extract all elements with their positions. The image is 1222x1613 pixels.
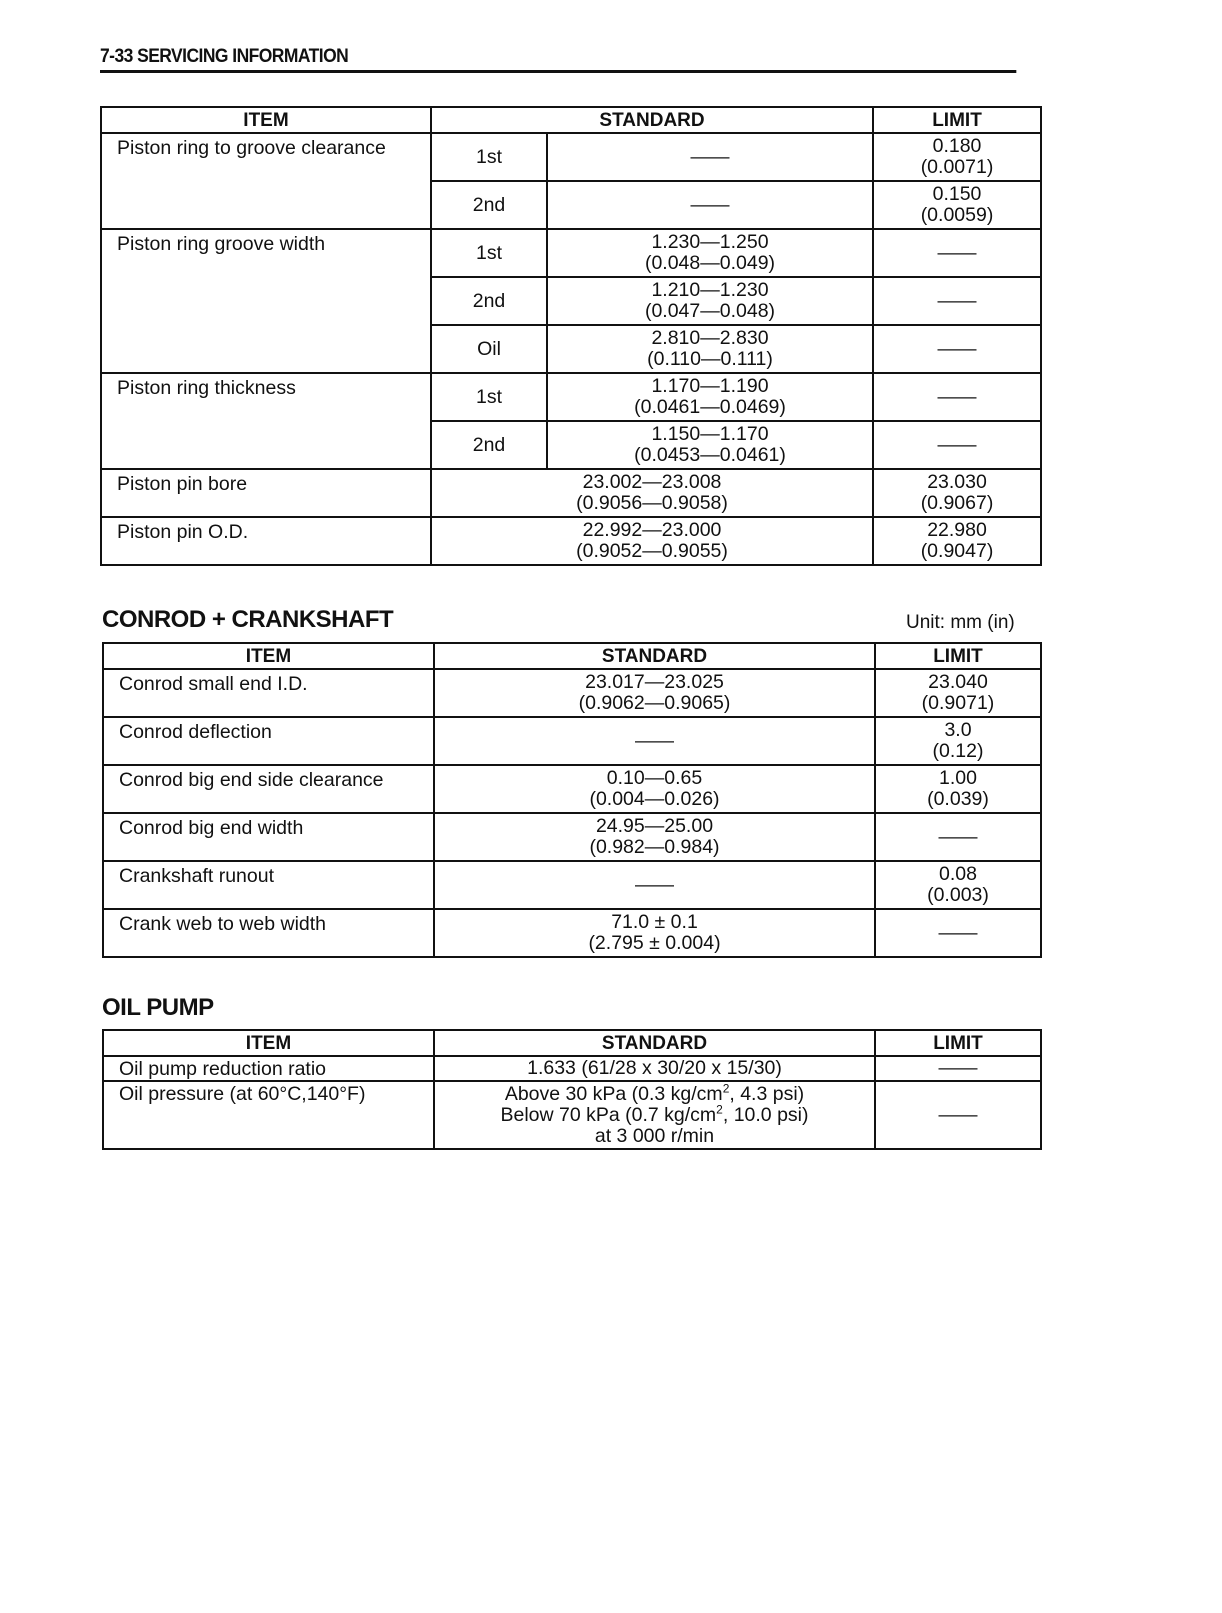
table-header-row: [103, 643, 1041, 669]
standard-cell: ——: [434, 861, 875, 909]
table-row: [103, 1056, 1041, 1081]
item-cell: Conrod deflection: [103, 717, 434, 765]
oil-pump-spec-table: [102, 1029, 1042, 1150]
standard-cell: ——: [434, 717, 875, 765]
limit-cell: ——: [875, 813, 1041, 861]
standard-cell: 23.002—23.008 (0.9056—0.9058): [431, 469, 873, 517]
table-row: [103, 1081, 1041, 1149]
item-cell: Piston ring groove width: [101, 229, 431, 373]
standard-cell: ——: [547, 181, 873, 229]
table-row: [103, 909, 1041, 957]
sub-cell: 1st: [431, 229, 547, 277]
sub-cell: 2nd: [431, 181, 547, 229]
sub-cell: Oil: [431, 325, 547, 373]
limit-cell: ——: [873, 421, 1041, 469]
limit-cell: 23.040 (0.9071): [875, 669, 1041, 717]
sub-cell: 2nd: [431, 421, 547, 469]
unit-label: Unit: mm (in): [906, 612, 1015, 633]
standard-cell: 23.017—23.025 (0.9062—0.9065): [434, 669, 875, 717]
item-cell: Piston ring to groove clearance: [101, 133, 431, 229]
standard-cell: 1.633 (61/28 x 30/20 x 15/30): [434, 1056, 875, 1081]
limit-cell: 22.980 (0.9047): [873, 517, 1041, 565]
limit-cell: 0.08 (0.003): [875, 861, 1041, 909]
piston-spec-table: [100, 106, 1042, 566]
item-cell: Piston pin O.D.: [101, 517, 431, 565]
page-header: 7-33 SERVICING INFORMATION: [100, 46, 1016, 73]
table-row: [103, 813, 1041, 861]
limit-cell: ——: [875, 1056, 1041, 1081]
standard-cell: 1.150—1.170 (0.0453—0.0461): [547, 421, 873, 469]
table-row: [103, 669, 1041, 717]
standard-cell: 0.10—0.65 (0.004—0.026): [434, 765, 875, 813]
table-row: [101, 373, 1041, 421]
standard-cell: 71.0 ± 0.1 (2.795 ± 0.004): [434, 909, 875, 957]
table-row: [103, 717, 1041, 765]
table-row: [103, 765, 1041, 813]
item-header: ITEM: [103, 1030, 434, 1056]
conrod-section-title: CONROD + CRANKSHAFT: [102, 606, 394, 633]
item-header: ITEM: [101, 107, 431, 133]
sub-cell: 1st: [431, 133, 547, 181]
sub-cell: 1st: [431, 373, 547, 421]
limit-header: LIMIT: [873, 107, 1041, 133]
limit-cell: ——: [873, 229, 1041, 277]
limit-header: LIMIT: [875, 1030, 1041, 1056]
limit-cell: 3.0 (0.12): [875, 717, 1041, 765]
standard-cell: 22.992—23.000 (0.9052—0.9055): [431, 517, 873, 565]
standard-header: STANDARD: [434, 643, 875, 669]
conrod-spec-table: [102, 642, 1042, 958]
table-row: [101, 133, 1041, 181]
item-cell: Conrod small end I.D.: [103, 669, 434, 717]
standard-cell: Above 30 kPa (0.3 $kg/cm^2$, 4.3 psi) Below 70 kPa (0.7 $kg/cm^2$, 10.0 psi) at 3 000 r/min: [434, 1081, 875, 1149]
standard-cell: 1.170—1.190 (0.0461—0.0469): [547, 373, 873, 421]
standard-cell: 2.810—2.830 (0.110—0.111): [547, 325, 873, 373]
item-cell: Crankshaft runout: [103, 861, 434, 909]
sub-cell: 2nd: [431, 277, 547, 325]
standard-cell: ——: [547, 133, 873, 181]
limit-cell: ——: [875, 1081, 1041, 1149]
table-row: [103, 861, 1041, 909]
standard-cell: 1.230—1.250 (0.048—0.049): [547, 229, 873, 277]
limit-cell: ——: [875, 909, 1041, 957]
item-header: ITEM: [103, 643, 434, 669]
table-header-row: [101, 107, 1041, 133]
item-cell: Crank web to web width: [103, 909, 434, 957]
table-header-row: [103, 1030, 1041, 1056]
standard-header: STANDARD: [434, 1030, 875, 1056]
limit-cell: 1.00 (0.039): [875, 765, 1041, 813]
limit-cell: 0.180 (0.0071): [873, 133, 1041, 181]
standard-cell: 24.95—25.00 (0.982—0.984): [434, 813, 875, 861]
limit-cell: ——: [873, 325, 1041, 373]
limit-header: LIMIT: [875, 643, 1041, 669]
table-row: [101, 517, 1041, 565]
item-cell: Conrod big end side clearance: [103, 765, 434, 813]
item-cell: Piston ring thickness: [101, 373, 431, 469]
limit-cell: 0.150 (0.0059): [873, 181, 1041, 229]
table-row: [101, 229, 1041, 277]
item-cell: Oil pressure (at 60°C,140°F): [103, 1081, 434, 1149]
item-cell: Piston pin bore: [101, 469, 431, 517]
item-cell: Conrod big end width: [103, 813, 434, 861]
oil-pump-section-title: OIL PUMP: [102, 994, 214, 1021]
limit-cell: ——: [873, 373, 1041, 421]
limit-cell: 23.030 (0.9067): [873, 469, 1041, 517]
limit-cell: ——: [873, 277, 1041, 325]
standard-header: STANDARD: [431, 107, 873, 133]
item-cell: Oil pump reduction ratio: [103, 1056, 434, 1081]
table-row: [101, 469, 1041, 517]
standard-cell: 1.210—1.230 (0.047—0.048): [547, 277, 873, 325]
